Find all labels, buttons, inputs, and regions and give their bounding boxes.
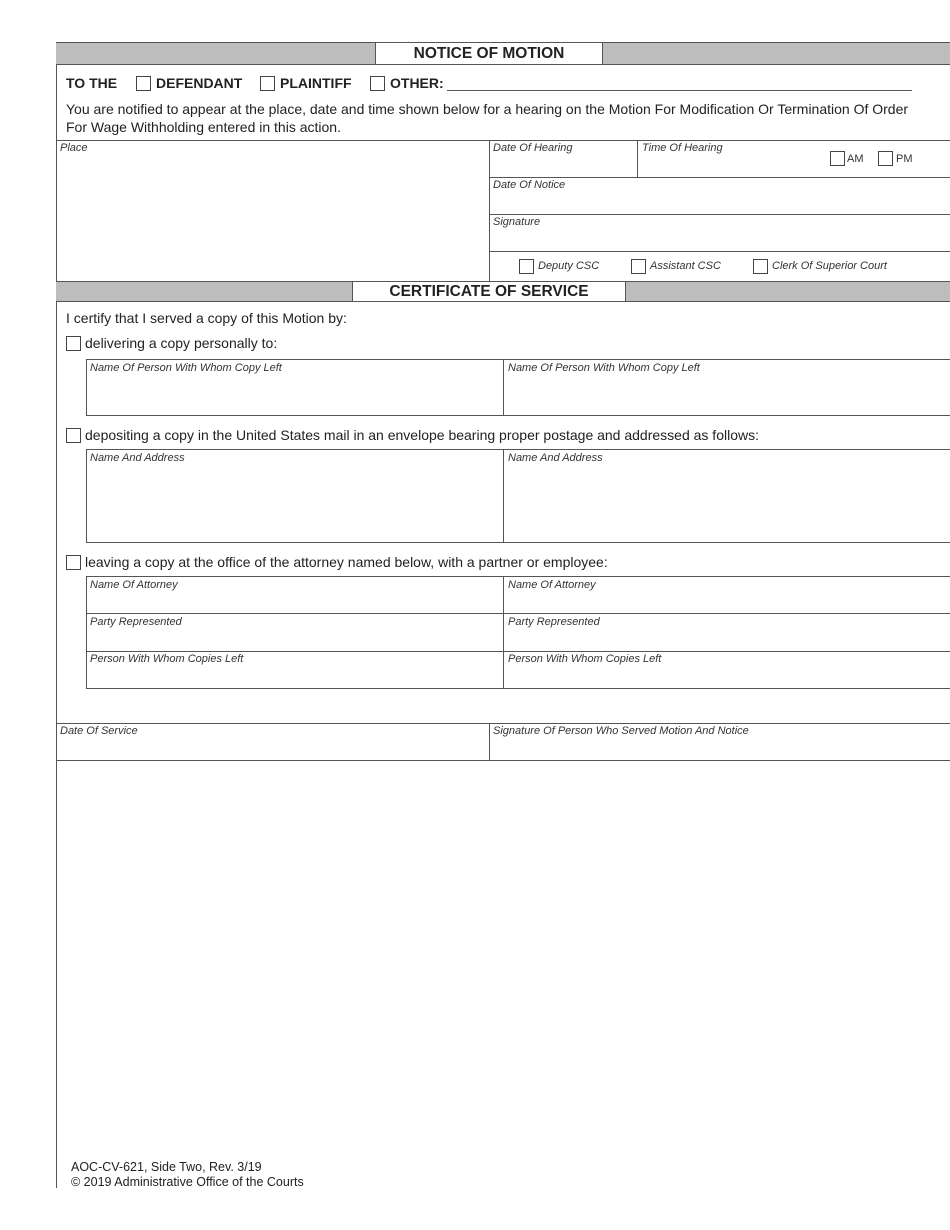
attorney-row2-line (86, 651, 950, 652)
date-of-service-label: Date Of Service (60, 725, 138, 737)
assistant-csc-checkbox[interactable] (631, 259, 646, 274)
mail-box-divider (503, 449, 504, 542)
notice-date-bottom-line (489, 214, 950, 215)
certify-intro: I certify that I served a copy of this Motion by: (66, 310, 347, 326)
pm-label: PM (896, 153, 913, 165)
plaintiff-label: PLAINTIFF (280, 75, 352, 91)
signature-label: Signature (493, 216, 541, 228)
service-box-top (56, 723, 950, 724)
attorney-name-right-label: Name Of Attorney (508, 579, 596, 591)
service-box-bottom (56, 760, 950, 761)
personal-name-right-field[interactable] (506, 376, 946, 413)
certificate-title: CERTIFICATE OF SERVICE (352, 282, 626, 301)
copies-left-with-left-label: Person With Whom Copies Left (90, 653, 244, 665)
attorney-box-bottom (86, 688, 950, 689)
personal-delivery-label: delivering a copy personally to: (85, 335, 278, 351)
date-of-hearing-field[interactable] (491, 156, 635, 176)
place-field[interactable] (58, 156, 486, 280)
date-of-service-field[interactable] (58, 739, 486, 758)
to-the-label: TO THE (66, 75, 118, 91)
date-of-hearing-label: Date Of Hearing (493, 142, 573, 154)
copies-left-with-right-label: Person With Whom Copies Left (508, 653, 662, 665)
attorney-box-left (86, 576, 87, 688)
place-label: Place (60, 142, 88, 154)
attorney-box-divider (503, 576, 504, 688)
am-label: AM (847, 153, 864, 165)
service-box-divider (489, 723, 490, 760)
copies-left-with-right-field[interactable] (506, 667, 946, 686)
attorney-row1-line (86, 613, 950, 614)
other-checkbox[interactable] (370, 76, 385, 91)
personal-name-right-label: Name Of Person With Whom Copy Left (508, 362, 700, 374)
pm-checkbox[interactable] (878, 151, 893, 166)
signature-field[interactable] (491, 230, 946, 250)
party-represented-left-field[interactable] (88, 630, 501, 649)
mail-box-bottom (86, 542, 950, 543)
form-id: AOC-CV-621, Side Two, Rev. 3/19 (71, 1160, 262, 1174)
place-divider (489, 140, 490, 283)
personal-box-divider (503, 359, 504, 415)
server-signature-field[interactable] (491, 739, 946, 758)
mail-box-top (86, 449, 950, 450)
personal-delivery-checkbox[interactable] (66, 336, 81, 351)
server-signature-label: Signature Of Person Who Served Motion And Notice (493, 725, 749, 737)
personal-box-bottom (86, 415, 950, 416)
notice-title: NOTICE OF MOTION (375, 43, 603, 64)
plaintiff-checkbox[interactable] (260, 76, 275, 91)
time-of-hearing-label: Time Of Hearing (642, 142, 723, 154)
clerk-superior-court-checkbox[interactable] (753, 259, 768, 274)
other-label: OTHER: (390, 75, 444, 91)
personal-name-left-label: Name Of Person With Whom Copy Left (90, 362, 282, 374)
notice-paragraph: You are notified to appear at the place, date and time shown below for a hearing on the Motion For Modification Or Termination Of Order For Wage Withholding entered in this action. (66, 101, 909, 135)
mail-address-right-label: Name And Address (508, 452, 603, 464)
attorney-office-label: leaving a copy at the office of the attorney named below, with a partner or employee: (85, 554, 608, 570)
certificate-header-band (56, 281, 950, 302)
date-of-notice-field[interactable] (491, 193, 946, 213)
clerk-superior-court-label: Clerk Of Superior Court (772, 260, 887, 272)
attorney-name-left-field[interactable] (88, 593, 501, 611)
attorney-office-checkbox[interactable] (66, 555, 81, 570)
grid-top-line (56, 140, 950, 141)
hearing-divider (637, 140, 638, 177)
other-fill-line[interactable] (447, 90, 912, 91)
personal-box-left (86, 359, 87, 415)
mail-address-left-label: Name And Address (90, 452, 185, 464)
attorney-box-top (86, 576, 950, 577)
party-represented-right-label: Party Represented (508, 616, 600, 628)
mail-address-left-field[interactable] (88, 466, 501, 540)
am-checkbox[interactable] (830, 151, 845, 166)
mail-label: depositing a copy in the United States mail in an envelope bearing proper postage and addressed as follows: (85, 427, 759, 443)
page-left-border (56, 42, 57, 1188)
assistant-csc-label: Assistant CSC (650, 260, 721, 272)
personal-box-top (86, 359, 950, 360)
signature-bottom-line (489, 251, 950, 252)
personal-name-left-field[interactable] (88, 376, 501, 413)
deputy-csc-checkbox[interactable] (519, 259, 534, 274)
hearing-bottom-line (489, 177, 950, 178)
attorney-name-right-field[interactable] (506, 593, 946, 611)
copyright: © 2019 Administrative Office of the Courts (71, 1175, 304, 1189)
deputy-csc-label: Deputy CSC (538, 260, 600, 272)
copies-left-with-left-field[interactable] (88, 667, 501, 686)
party-represented-right-field[interactable] (506, 630, 946, 649)
notice-header-band (56, 42, 950, 65)
party-represented-left-label: Party Represented (90, 616, 182, 628)
date-of-notice-label: Date Of Notice (493, 179, 566, 191)
defendant-checkbox[interactable] (136, 76, 151, 91)
mail-box-left (86, 449, 87, 542)
mail-checkbox[interactable] (66, 428, 81, 443)
attorney-name-left-label: Name Of Attorney (90, 579, 178, 591)
time-of-hearing-field[interactable] (641, 156, 821, 176)
mail-address-right-field[interactable] (506, 466, 946, 540)
defendant-label: DEFENDANT (156, 75, 243, 91)
